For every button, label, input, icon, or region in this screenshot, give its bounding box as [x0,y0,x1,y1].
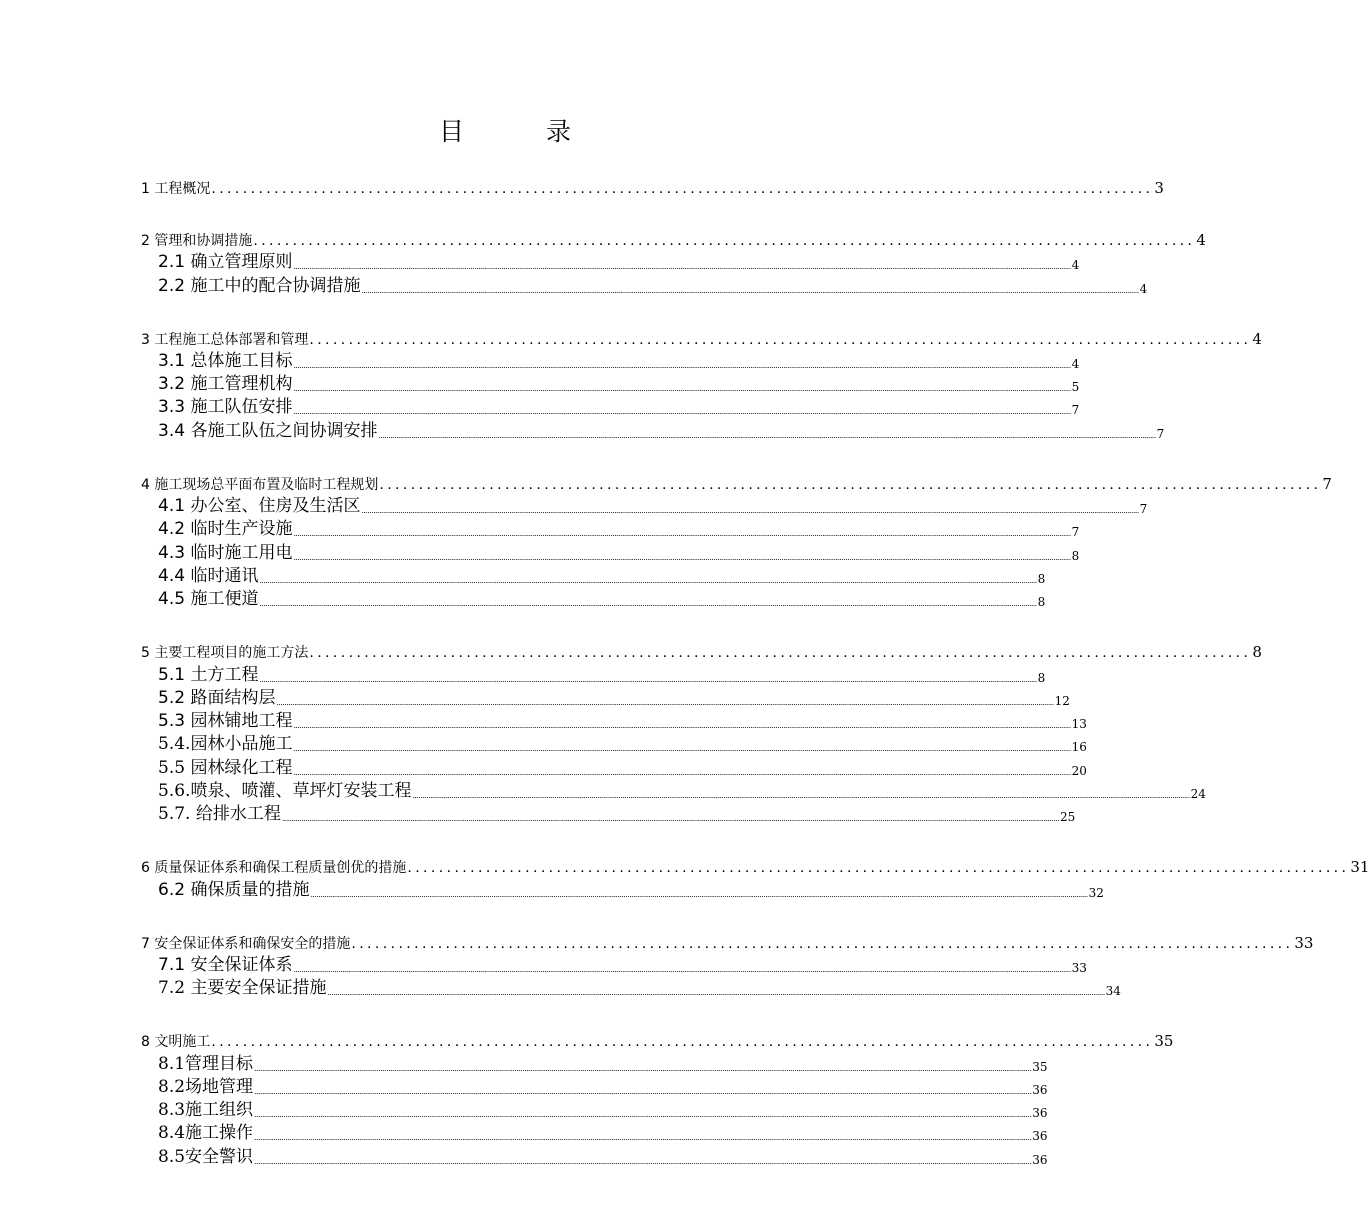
toc-section [141,925,1314,999]
toc-page-number: 12 [1054,693,1070,708]
toc-page-number: 34 [1105,984,1121,999]
toc-subsection-entry[interactable] [141,370,1080,395]
section-spacer [141,196,865,222]
toc-page-number: 8 [1037,670,1046,685]
section-spacer [141,997,865,1023]
toc-dot-leader: ................................................................................................................................................................................................................................................................................................................................................................................................................ [412,791,1190,801]
toc-page-number: 35 [1154,1032,1174,1051]
toc-dot-leader: ................................................................................................................................................................................................................................................................................................................................................................................................................ [293,552,1071,562]
toc-chapter-label: 4 施工现场总平面布置及临时工程规划 [141,476,379,493]
section-spacer [141,295,865,321]
toc-dot-leader: ........................................................................................................................ [211,1034,1154,1051]
toc-subsection-entry[interactable] [141,515,1080,540]
toc-page-number: 4 [1071,258,1080,273]
toc-dot-leader: ................................................................................................................................................................................................................................................................................................................................................................................................................ [293,529,1071,539]
toc-dot-leader: ........................................................................................................................ [253,233,1196,249]
section-spacer [141,440,865,466]
toc-page-number: 33 [1071,960,1087,975]
toc-subsection-entry[interactable] [141,951,1087,975]
toc-section [141,321,1262,441]
toc-chapter-entry[interactable] [141,849,1369,877]
toc-subsection-label: 5.2 路面结构层 [158,687,276,708]
toc-subsection-entry[interactable] [141,347,1080,371]
toc-subsection-entry[interactable] [141,800,1076,825]
toc-page-number: 5 [1071,380,1080,395]
toc-dot-leader: ................................................................................................................................................................................................................................................................................................................................................................................................................ [293,767,1071,777]
toc-subsection-label: 7.2 主要安全保证措施 [158,978,327,999]
toc-section [141,466,1332,610]
toc-subsection-entry[interactable] [141,1096,1048,1121]
toc-subsection-label: 4.2 临时生产设施 [158,519,293,540]
toc-page-number: 35 [1032,1059,1048,1074]
toc-page-number: 33 [1294,933,1314,952]
toc-dot-leader: ................................................................................................................................................................................................................................................................................................................................................................................................................ [254,1110,1032,1120]
toc-subsection-label: 3.2 施工管理机构 [158,374,293,395]
toc-chapter-entry[interactable] [141,222,1206,249]
toc-chapter-entry[interactable] [141,321,1262,348]
toc-chapter-entry[interactable] [141,925,1314,952]
toc-dot-leader: ................................................................................................................................................................................................................................................................................................................................................................................................................ [254,1133,1032,1143]
toc-subsection-label: 5.4.园林小品施工 [158,734,293,755]
toc-dot-leader: ................................................................................................................................................................................................................................................................................................................................................................................................................ [293,384,1071,394]
toc-dot-leader: ................................................................................................................................................................................................................................................................................................................................................................................................................ [293,744,1071,754]
toc-section [141,222,1206,296]
toc-subsection-label: 3.4 各施工队伍之间协调安排 [158,420,378,441]
toc-subsection-entry[interactable] [141,1119,1048,1144]
toc-dot-leader: ................................................................................................................................................................................................................................................................................................................................................................................................................ [281,814,1060,824]
toc-chapter-label: 2 管理和协调措施 [141,233,253,249]
toc-subsection-entry[interactable] [141,753,1087,778]
toc-dot-leader: ................................................................................................................................................................................................................................................................................................................................................................................................................ [327,988,1105,998]
toc-subsection-label: 4.1 办公室、住房及生活区 [158,496,361,517]
toc-subsection-label: 3.3 施工队伍安排 [158,397,293,418]
toc-subsection-label: 8.1管理目标 [158,1053,254,1074]
toc-chapter-label: 7 安全保证体系和确保安全的措施 [141,935,351,952]
toc-dot-leader: ................................................................................................................................................................................................................................................................................................................................................................................................................ [361,285,1139,295]
toc-dot-leader: ................................................................................................................................................................................................................................................................................................................................................................................................................ [259,674,1037,684]
toc-subsection-entry[interactable] [141,585,1046,610]
toc-page-number: 7 [1071,525,1080,540]
table-of-contents [141,170,1369,1167]
toc-page-number: 4 [1252,329,1262,348]
toc-page-number: 4 [1071,356,1080,371]
toc-dot-leader: ................................................................................................................................................................................................................................................................................................................................................................................................................ [293,262,1071,272]
toc-page-number: 7 [1322,474,1332,493]
toc-page-number: 31 [1350,858,1369,877]
toc-dot-leader: ................................................................................................................................................................................................................................................................................................................................................................................................................ [293,360,1071,370]
toc-dot-leader: ................................................................................................................................................................................................................................................................................................................................................................................................................ [293,721,1071,731]
toc-subsection-entry[interactable] [141,271,1148,296]
toc-dot-leader: ................................................................................................................................................................................................................................................................................................................................................................................................................ [293,407,1071,417]
toc-subsection-entry[interactable] [141,684,1070,708]
toc-dot-leader: ........................................................................................................................ [309,331,1252,348]
toc-chapter-entry[interactable] [141,466,1332,493]
toc-dot-leader: ........................................................................................................................ [309,645,1252,662]
toc-dot-leader: ................................................................................................................................................................................................................................................................................................................................................................................................................ [259,599,1037,609]
toc-chapter-label: 8 文明施工 [141,1034,211,1051]
toc-dot-leader: ........................................................................................................................ [379,476,1322,493]
toc-subsection-entry[interactable] [141,1049,1048,1074]
toc-subsection-label: 8.5安全警识 [158,1146,254,1167]
toc-subsection-entry[interactable] [141,393,1080,418]
toc-subsection-entry[interactable] [141,1142,1048,1167]
toc-dot-leader: ................................................................................................................................................................................................................................................................................................................................................................................................................ [378,430,1156,440]
toc-subsection-entry[interactable] [141,660,1046,685]
toc-page-number: 4 [1196,231,1206,249]
toc-subsection-entry[interactable] [141,1073,1048,1097]
toc-subsection-label: 4.4 临时通讯 [158,565,259,586]
section-spacer [141,899,865,925]
toc-page-number: 7 [1071,403,1080,418]
toc-subsection-label: 5.1 土方工程 [158,664,259,685]
toc-page-number: 25 [1060,810,1076,825]
toc-page-number: 7 [1139,502,1148,517]
toc-title-char-2: 录 [546,117,572,146]
toc-page-number: 32 [1088,885,1104,900]
toc-dot-leader: ........................................................................................................................ [211,181,1154,197]
toc-subsection-entry[interactable] [141,562,1046,586]
toc-subsection-entry[interactable] [141,707,1087,732]
toc-subsection-label: 6.2 确保质量的措施 [158,879,310,900]
toc-dot-leader: ................................................................................................................................................................................................................................................................................................................................................................................................................ [254,1086,1032,1096]
toc-page-number: 36 [1032,1129,1048,1144]
toc-dot-leader: ................................................................................................................................................................................................................................................................................................................................................................................................................ [310,889,1088,899]
toc-page-number: 8 [1252,643,1262,662]
toc-subsection-label: 7.1 安全保证体系 [158,954,293,975]
toc-page-number: 8 [1071,548,1080,563]
toc-dot-leader: ................................................................................................................................................................................................................................................................................................................................................................................................................ [254,1063,1032,1073]
toc-page-number: 4 [1139,281,1148,296]
toc-page-number: 24 [1190,787,1206,802]
toc-subsection-label: 8.4施工操作 [158,1123,254,1144]
toc-subsection-label: 4.5 施工便道 [158,589,259,610]
toc-page-number: 3 [1154,179,1164,197]
toc-subsection-entry[interactable] [141,416,1165,441]
toc-subsection-entry[interactable] [141,492,1148,517]
toc-dot-leader: ........................................................................................................................ [407,860,1350,877]
toc-subsection-label: 5.6.喷泉、喷灌、草坪灯安装工程 [158,781,412,802]
toc-subsection-label: 2.2 施工中的配合协调措施 [158,275,361,296]
toc-chapter-label: 5 主要工程项目的施工方法 [141,645,309,662]
toc-subsection-label: 2.1 确立管理原则 [158,252,293,273]
toc-dot-leader: ................................................................................................................................................................................................................................................................................................................................................................................................................ [254,1156,1032,1166]
section-spacer [141,823,865,849]
toc-page-number: 20 [1071,763,1087,778]
toc-dot-leader: ................................................................................................................................................................................................................................................................................................................................................................................................................ [361,506,1139,516]
toc-chapter-label: 6 质量保证体系和确保工程质量创优的措施 [141,860,407,877]
toc-page-number: 7 [1156,426,1165,441]
toc-section [141,634,1262,825]
toc-subsection-label: 5.5 园林绿化工程 [158,757,293,778]
toc-dot-leader: ................................................................................................................................................................................................................................................................................................................................................................................................................ [276,697,1054,707]
section-spacer [141,608,865,634]
toc-title [0,112,1010,148]
toc-subsection-label: 4.3 临时施工用电 [158,542,293,563]
toc-subsection-entry[interactable] [141,730,1087,755]
toc-subsection-label: 5.3 园林铺地工程 [158,711,293,732]
toc-subsection-label: 5.7. 给排水工程 [158,804,281,825]
toc-page-number: 16 [1071,740,1087,755]
toc-chapter-entry[interactable] [141,1023,1174,1051]
toc-chapter-entry[interactable] [141,634,1262,662]
toc-subsection-label: 8.2场地管理 [158,1076,254,1097]
toc-chapter-label: 1 工程概况 [141,181,211,197]
toc-section [141,170,1164,197]
toc-page-number: 13 [1071,717,1087,732]
toc-chapter-entry[interactable] [141,170,1164,197]
toc-dot-leader: ................................................................................................................................................................................................................................................................................................................................................................................................................ [259,575,1037,585]
toc-subsection-entry[interactable] [141,248,1080,273]
toc-page-number: 36 [1032,1082,1048,1097]
toc-subsection-entry[interactable] [141,538,1080,563]
toc-section [141,1023,1174,1167]
toc-dot-leader: ........................................................................................................................ [351,935,1294,952]
toc-subsection-label: 3.1 总体施工目标 [158,350,293,371]
toc-subsection-label: 8.3施工组织 [158,1100,254,1121]
toc-page-number: 8 [1037,571,1046,586]
toc-section [141,849,1369,900]
toc-chapter-label: 3 工程施工总体部署和管理 [141,331,309,348]
toc-dot-leader: ................................................................................................................................................................................................................................................................................................................................................................................................................ [293,964,1071,974]
toc-page-number: 36 [1032,1106,1048,1121]
toc-page-number: 36 [1032,1152,1048,1167]
toc-subsection-entry[interactable] [141,974,1121,999]
toc-subsection-entry[interactable] [141,777,1206,802]
toc-subsection-entry[interactable] [141,875,1104,900]
toc-page-number: 8 [1037,595,1046,610]
toc-title-char-1: 目 [438,117,464,146]
